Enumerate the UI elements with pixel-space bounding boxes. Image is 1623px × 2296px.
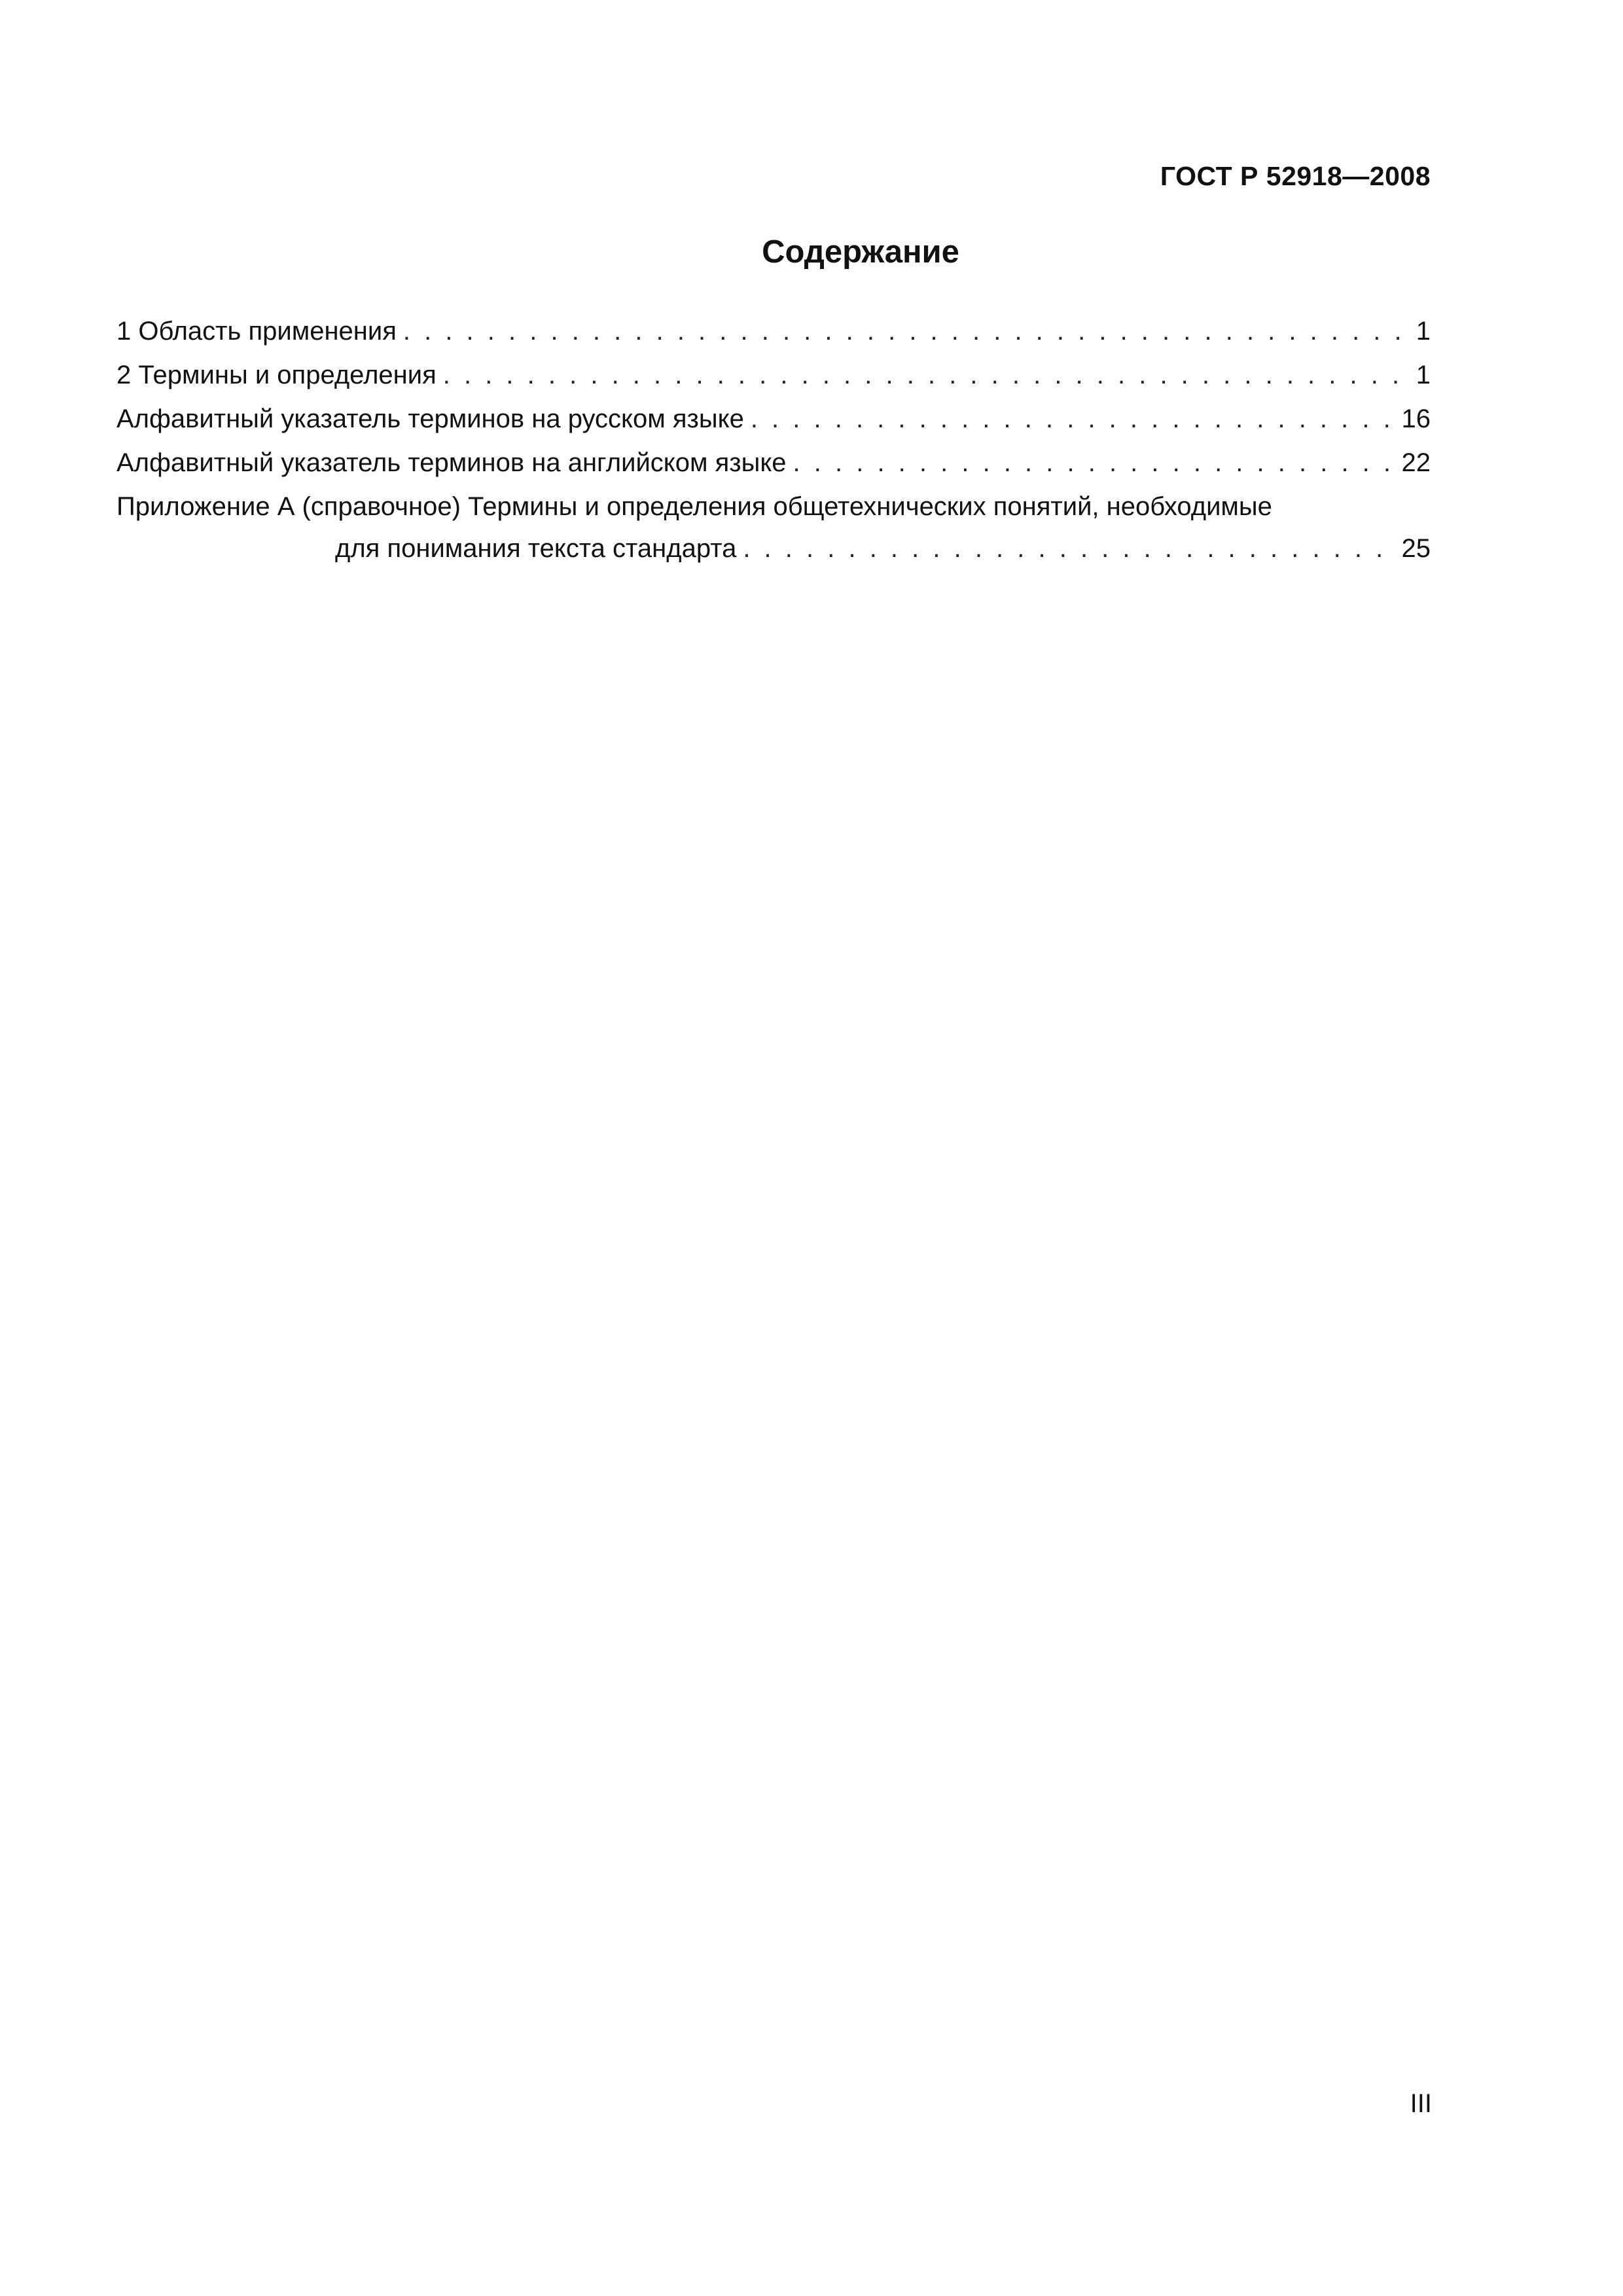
toc-entry-page: 25 bbox=[1401, 534, 1431, 563]
toc-entry-page: 22 bbox=[1401, 448, 1431, 477]
toc-entry-text: для понимания текста стандарта bbox=[335, 534, 737, 563]
toc-dot-leader bbox=[743, 529, 1397, 568]
toc-entry-terms[interactable] bbox=[116, 353, 1431, 397]
table-of-contents bbox=[116, 310, 1431, 568]
toc-entry-russian-index[interactable] bbox=[116, 397, 1431, 441]
toc-entry-text: Приложение А (справочное) Термины и определения общетехнических понятий, необходимые bbox=[116, 492, 1272, 521]
toc-entry-english-index[interactable] bbox=[116, 441, 1431, 485]
toc-entry-text: Алфавитный указатель терминов на английском языке bbox=[116, 448, 787, 477]
toc-dot-leader bbox=[443, 353, 1412, 397]
toc-dot-leader bbox=[793, 441, 1398, 485]
page-number: III bbox=[1410, 2089, 1432, 2118]
toc-entry-page: 16 bbox=[1401, 404, 1431, 433]
document-code: ГОСТ Р 52918—2008 bbox=[1160, 161, 1431, 191]
toc-entry-text: Алфавитный указатель терминов на русском языке bbox=[116, 404, 744, 433]
toc-entry-text: 2 Термины и определения bbox=[116, 361, 437, 389]
toc-entry-appendix-a-continued[interactable] bbox=[116, 529, 1431, 568]
toc-dot-leader bbox=[403, 310, 1412, 353]
toc-entry-scope[interactable] bbox=[116, 310, 1431, 353]
toc-entry-text: 1 Область применения bbox=[116, 317, 397, 346]
toc-entry-page: 1 bbox=[1416, 361, 1431, 389]
toc-title: Содержание bbox=[762, 234, 959, 270]
toc-dot-leader bbox=[751, 397, 1398, 441]
toc-entry-page: 1 bbox=[1416, 317, 1431, 346]
toc-entry-appendix-a[interactable] bbox=[116, 485, 1431, 529]
